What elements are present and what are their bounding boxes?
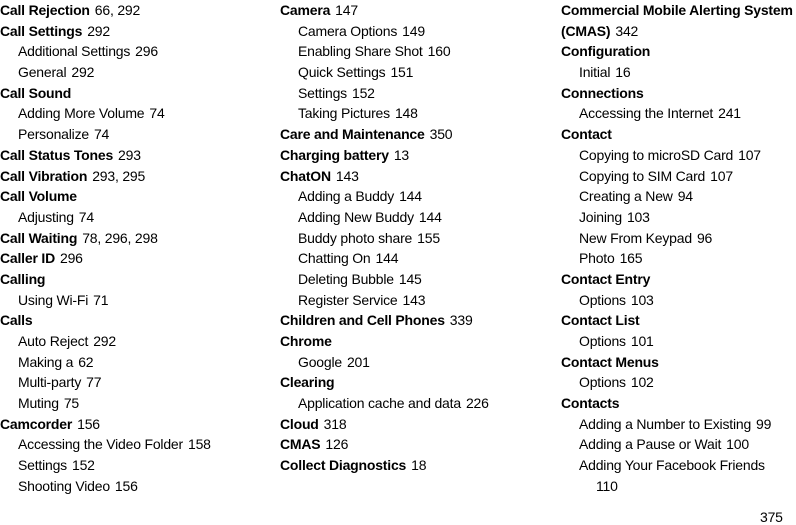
index-term: Calling <box>0 270 46 287</box>
index-term: Muting <box>18 395 59 412</box>
index-term: Charging battery <box>280 146 389 163</box>
index-subentry <box>280 248 555 269</box>
index-term: Commercial Mobile Alerting System <box>561 2 793 18</box>
index-entry <box>561 83 796 104</box>
index-entry <box>0 145 270 166</box>
index-page-refs: 339 <box>449 312 473 329</box>
index-term: Care and Maintenance <box>280 126 425 143</box>
index-term: CMAS <box>280 436 321 453</box>
index-term: Call Sound <box>0 84 72 101</box>
index-page-refs: 226 <box>465 395 489 412</box>
index-term: Call Waiting <box>0 229 78 246</box>
index-page-refs: 99 <box>756 415 772 432</box>
index-subentry <box>280 269 555 290</box>
index-page-refs: 100 <box>726 436 749 453</box>
page-number: 375 <box>760 509 783 525</box>
index-subentry <box>280 186 555 207</box>
index-term: Children and Cell Phones <box>280 312 445 329</box>
index-page-refs: 292 <box>93 333 116 349</box>
index-term: Photo <box>579 250 615 267</box>
index-term: Adjusting <box>18 208 74 225</box>
index-page-refs: 74 <box>93 126 110 143</box>
index-entry <box>561 0 796 21</box>
index-entry <box>0 228 270 249</box>
index-term: ChatON <box>280 167 331 184</box>
index-term: Taking Pictures <box>298 105 390 122</box>
index-subentry <box>561 186 796 207</box>
index-subentry <box>280 41 555 62</box>
index-page-refs: 292 <box>71 64 95 81</box>
index-term: Adding a Pause or Wait <box>579 436 722 453</box>
index-term: Calls <box>0 312 33 329</box>
index-term: Creating a New <box>579 188 673 205</box>
index-subentry <box>0 290 270 311</box>
index-term: Google <box>298 353 342 370</box>
index-term: General <box>18 64 67 81</box>
index-subentry <box>561 145 796 166</box>
index-page-refs: 107 <box>710 167 733 184</box>
index-term: Contact Entry <box>561 270 651 287</box>
index-page-refs: 293, 295 <box>92 167 146 184</box>
index-subentry <box>0 124 270 145</box>
index-entry <box>561 124 796 145</box>
index-subentry <box>0 476 270 497</box>
index-page-refs: 350 <box>429 126 453 143</box>
index-page-refs: 144 <box>399 188 422 205</box>
index-page-refs: 16 <box>615 64 631 81</box>
index-page-refs: 241 <box>718 105 741 122</box>
index-page-refs: 102 <box>630 374 654 391</box>
index-term: Shooting Video <box>18 477 110 494</box>
index-term: Joining <box>579 208 622 225</box>
index-term: Accessing the Internet <box>579 105 714 122</box>
index-subentry <box>561 62 796 83</box>
index-term: Additional Settings <box>18 43 131 60</box>
index-page-refs: 151 <box>390 64 414 81</box>
index-subentry <box>280 21 555 42</box>
index-page-refs: 107 <box>738 146 761 163</box>
index-page-refs: 144 <box>418 208 442 225</box>
index-term: Application cache and data <box>298 395 461 412</box>
index-term: Register Service <box>298 291 398 308</box>
index-entry <box>0 83 270 104</box>
index-continuation <box>561 476 796 497</box>
index-page-refs: 71 <box>93 291 109 308</box>
index-page-refs: 155 <box>417 229 440 246</box>
index-subentry <box>0 372 270 393</box>
index-subentry <box>561 228 796 249</box>
index-entry <box>561 310 796 331</box>
index-page-refs: 94 <box>677 188 693 205</box>
index-term: Copying to microSD Card <box>579 146 734 163</box>
index-subentry <box>561 166 796 187</box>
index-term: Adding a Number to Existing <box>579 415 752 432</box>
index-entry <box>561 352 796 373</box>
index-term: Camcorder <box>0 415 73 432</box>
index-term: Settings <box>298 84 347 101</box>
index-subentry <box>280 207 555 228</box>
index-term: Adding a Buddy <box>298 188 395 205</box>
index-column-3 <box>561 0 796 497</box>
index-term: Deleting Bubble <box>298 270 394 287</box>
index-term: Cloud <box>280 415 319 432</box>
index-term: Personalize <box>18 126 89 143</box>
index-term: Settings <box>18 457 67 474</box>
index-page-refs: 78, 296, 298 <box>82 229 158 246</box>
index-subentry <box>561 290 796 311</box>
index-page-refs: 74 <box>78 208 94 225</box>
index-page-refs: 18 <box>411 457 427 474</box>
index-page-refs: 143 <box>402 291 426 308</box>
index-page-refs: 147 <box>335 2 358 18</box>
index-subentry <box>0 41 270 62</box>
index-page-refs: 145 <box>398 270 422 287</box>
index-term: Clearing <box>280 374 335 391</box>
index-entry <box>0 269 270 290</box>
index-term: Configuration <box>561 43 651 60</box>
index-term: Making a <box>18 353 74 370</box>
index-entry <box>280 124 555 145</box>
index-term: Buddy photo share <box>298 229 413 246</box>
index-page-refs: 156 <box>77 415 100 432</box>
index-term: Chrome <box>280 333 332 349</box>
index-term: Call Volume <box>0 188 77 205</box>
index-term: Camera Options <box>298 22 398 39</box>
index-term: Accessing the Video Folder <box>18 436 183 453</box>
index-column-1 <box>0 0 270 497</box>
index-subentry <box>0 455 270 476</box>
index-term: Adding More Volume <box>18 105 145 122</box>
index-subentry <box>280 352 555 373</box>
index-term: New From Keypad <box>579 229 692 246</box>
index-subentry <box>0 352 270 373</box>
index-subentry <box>0 103 270 124</box>
index-entry <box>280 455 555 476</box>
index-entry <box>280 372 555 393</box>
index-entry <box>561 41 796 62</box>
index-term: Options <box>579 291 626 308</box>
index-term: Auto Reject <box>18 333 89 349</box>
index-page-refs: 152 <box>72 457 95 474</box>
index-entry <box>0 0 270 21</box>
index-page-refs: 62 <box>78 353 94 370</box>
index-term: Contacts <box>561 395 620 412</box>
index-page-refs: 152 <box>352 84 375 101</box>
index-term: Call Settings <box>0 22 83 39</box>
index-term: Call Status Tones <box>0 146 114 163</box>
index-page-refs: 148 <box>394 105 418 122</box>
index-subentry <box>280 393 555 414</box>
index-page-refs: 103 <box>626 208 650 225</box>
index-subentry <box>561 414 796 435</box>
index-entry <box>561 393 796 414</box>
index-subentry <box>280 62 555 83</box>
index-page-refs: 201 <box>346 353 370 370</box>
index-page-refs: 342 <box>615 22 639 39</box>
index-term: Camera <box>280 2 331 18</box>
index-entry <box>280 166 555 187</box>
index-entry <box>0 310 270 331</box>
index-subentry <box>280 290 555 311</box>
index-term: Connections <box>561 84 644 101</box>
index-entry <box>280 414 555 435</box>
index-page-refs: 110 <box>596 477 618 494</box>
index-entry <box>0 248 270 269</box>
index-term: Call Rejection <box>0 2 90 18</box>
index-term: Collect Diagnostics <box>280 457 407 474</box>
index-page-refs: 158 <box>187 436 211 453</box>
index-subentry <box>561 248 796 269</box>
index-page-refs: 96 <box>696 229 713 246</box>
index-subentry <box>561 207 796 228</box>
index-subentry <box>0 434 270 455</box>
index-page-refs: 293 <box>118 146 141 163</box>
index-term: Adding New Buddy <box>298 208 414 225</box>
index-term: Options <box>579 333 626 349</box>
index-page-refs: 296 <box>60 250 83 267</box>
index-page-refs: 296 <box>135 43 158 60</box>
index-entry <box>280 310 555 331</box>
index-entry <box>561 269 796 290</box>
index-term: Initial <box>579 64 611 81</box>
index-page-refs: 144 <box>375 250 399 267</box>
index-page-refs: 156 <box>114 477 138 494</box>
index-page-refs: 77 <box>86 374 102 391</box>
index-subentry <box>0 331 270 352</box>
index-entry <box>0 166 270 187</box>
index-entry <box>0 186 270 207</box>
index-page-refs: 292 <box>87 22 110 39</box>
index-term: Enabling Share Shot <box>298 43 423 60</box>
index-subentry <box>280 103 555 124</box>
index-entry <box>280 434 555 455</box>
index-subentry <box>561 455 796 476</box>
index-entry <box>280 0 555 21</box>
index-term: Call Vibration <box>0 167 88 184</box>
index-term: Quick Settings <box>298 64 386 81</box>
index-page-refs: 103 <box>630 291 654 308</box>
index-subentry <box>0 393 270 414</box>
index-page-refs: 143 <box>335 167 359 184</box>
index-subentry <box>561 372 796 393</box>
index-term: Chatting On <box>298 250 371 267</box>
index-page-refs: 101 <box>630 333 654 349</box>
index-subentry <box>0 62 270 83</box>
index-page-refs: 13 <box>393 146 410 163</box>
index-page-refs: 160 <box>427 43 451 60</box>
index-page-refs: 165 <box>619 250 643 267</box>
index-entry <box>280 145 555 166</box>
index-page-refs: 66, 292 <box>94 2 141 18</box>
index-page-refs: 149 <box>402 22 425 39</box>
index-subentry <box>280 228 555 249</box>
index-term: Using Wi-Fi <box>18 291 89 308</box>
index-page-refs: 126 <box>325 436 349 453</box>
index-subentry <box>561 103 796 124</box>
index-term: Contact <box>561 126 612 143</box>
index-page-refs: 75 <box>63 395 80 412</box>
index-term: (CMAS) <box>561 22 611 39</box>
index-column-2 <box>280 0 555 476</box>
index-subentry <box>561 434 796 455</box>
index-entry <box>0 21 270 42</box>
index-page-refs: 74 <box>149 105 165 122</box>
index-page-refs: 318 <box>323 415 347 432</box>
index-term: Copying to SIM Card <box>579 167 706 184</box>
index-term: Contact Menus <box>561 353 659 370</box>
index-entry <box>561 21 796 42</box>
index-subentry <box>561 331 796 352</box>
index-entry <box>0 414 270 435</box>
index-entry <box>280 331 555 352</box>
index-subentry <box>280 83 555 104</box>
index-term: Caller ID <box>0 250 55 267</box>
index-term: Multi-party <box>18 374 82 391</box>
index-term: Adding Your Facebook Friends <box>579 457 765 474</box>
index-term: Options <box>579 374 626 391</box>
index-subentry <box>0 207 270 228</box>
index-term: Contact List <box>561 312 640 329</box>
